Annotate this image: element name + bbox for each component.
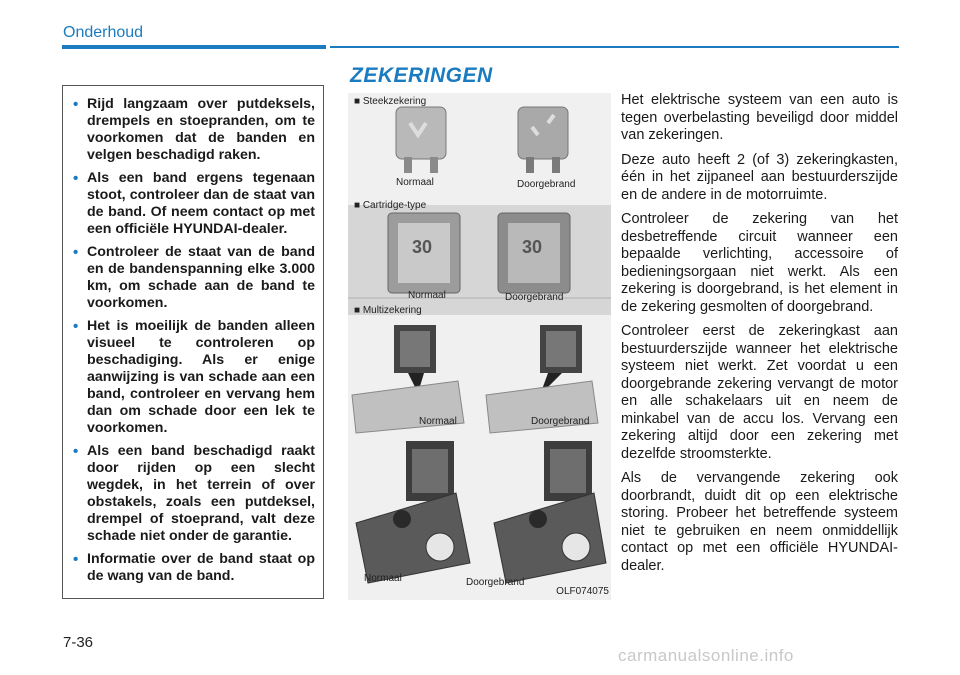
cartridge-normal-label: Normaal <box>408 290 446 301</box>
paragraph: Controleer de zekering van het desbetreffende circuit wanneer een bepaalde verlichting, accessoire of bedieningsorgaan niet werkt. Als een zekering is doorgebrand, is het element in de zekering gesmolten of doorgebrand. <box>621 211 898 315</box>
bullet-dot-icon: • <box>73 443 79 460</box>
holder-normal-label: Normaal <box>364 573 402 584</box>
cartridge-fuse-label: ■ Cartridge-type <box>354 200 427 211</box>
cartridge-fuse-blown <box>498 213 570 293</box>
caution-item: • Het is moeilijk de banden alleen visueel te controleren op beschadiging. Als er enige aanwijzing is van schade aan een band, controleer en vervang hem dan om schade door een lek te voorkomen. <box>73 318 315 436</box>
caution-item: • Als een band ergens tegenaan stoot, controleer dan de staat van de band. Of neem contact op met een officiële HYUNDAI-dealer. <box>73 170 315 237</box>
bullet-dot-icon: • <box>73 96 79 113</box>
fuse-figure <box>348 93 611 600</box>
bullet-dot-icon: • <box>73 551 79 568</box>
page-number: 7-36 <box>63 634 94 651</box>
multi-blown-label: Doorgebrand <box>531 416 590 427</box>
holder-blown-label: Doorgebrand <box>466 577 525 588</box>
bullet-dot-icon: • <box>73 244 79 261</box>
caution-item: • Rijd langzaam over putdeksels, drempels en stoepranden, om te voorkomen dat de banden en velgen beschadigd raken. <box>73 96 315 163</box>
bullet-dot-icon: • <box>73 170 79 187</box>
multi-normal-label: Normaal <box>419 416 457 427</box>
watermark: carmanualsonline.info <box>618 646 794 665</box>
header-bar-thin <box>330 46 899 48</box>
fuse-illustration <box>348 93 611 600</box>
cartridge-marking-blown: 30 <box>522 237 543 257</box>
caution-item: • Controleer de staat van de band en de bandenspanning elke 3.000 km, om schade aan de band te voorkomen. <box>73 244 315 311</box>
cartridge-blown-label: Doorgebrand <box>505 292 564 303</box>
page-heading: ZEKERINGEN <box>350 64 493 87</box>
caution-list <box>63 86 323 585</box>
tire-caution-box <box>62 85 324 599</box>
paragraph: Het elektrische systeem van een auto is tegen overbelasting beveiligd door middel van zekeringen. <box>621 92 898 143</box>
cartridge-marking-normal: 30 <box>412 237 433 257</box>
figure-code: OLF074075 <box>556 586 609 597</box>
fuse-holder-blown <box>494 441 606 583</box>
fuse-holder-normal <box>356 441 470 583</box>
multi-fuse-label: ■ Multizekering <box>354 305 422 316</box>
bullet-dot-icon: • <box>73 318 79 335</box>
cartridge-fuse-normal <box>388 213 460 293</box>
paragraph: Deze auto heeft 2 (of 3) zekeringkasten, één in het zijpaneel aan bestuurderszijde en de andere in de motorruimte. <box>621 151 898 203</box>
fuse-description <box>621 92 898 582</box>
paragraph: Als de vervangende zekering ook doorbrandt, duidt dit op een elektrische storing. Probeer het betreffende systeem niet te gebruiken en neem onmiddellijk contact op met een officiële HYUNDAI-dealer. <box>621 470 898 574</box>
header-bar-thick <box>62 45 326 49</box>
caution-item: • Als een band beschadigd raakt door rijden op een slecht wegdek, in het terrein of over obstakels, zoals een putdeksel, drempel of stoeprand, valt deze schade niet onder de garantie. <box>73 443 315 544</box>
blade-fuse-label: ■ Steekzekering <box>354 96 427 107</box>
blade-blown-label: Doorgebrand <box>517 179 576 190</box>
blade-normal-label: Normaal <box>396 177 434 188</box>
caution-item: • Informatie over de band staat op de wang van de band. <box>73 551 315 584</box>
blade-fuse-normal <box>396 107 446 173</box>
section-title: Onderhoud <box>63 24 144 41</box>
blade-fuse-blown <box>518 107 568 173</box>
paragraph: Controleer eerst de zekeringkast aan bestuurderszijde wanneer het elektrische systeem niet werkt. Zet voordat u een doorgebrande zekering vervangt de motor en alle schakelaars uit en neem de minkabel van de accu los. Vervang een zekering altijd door een zekering met dezelfde stroomsterkte. <box>621 323 898 462</box>
